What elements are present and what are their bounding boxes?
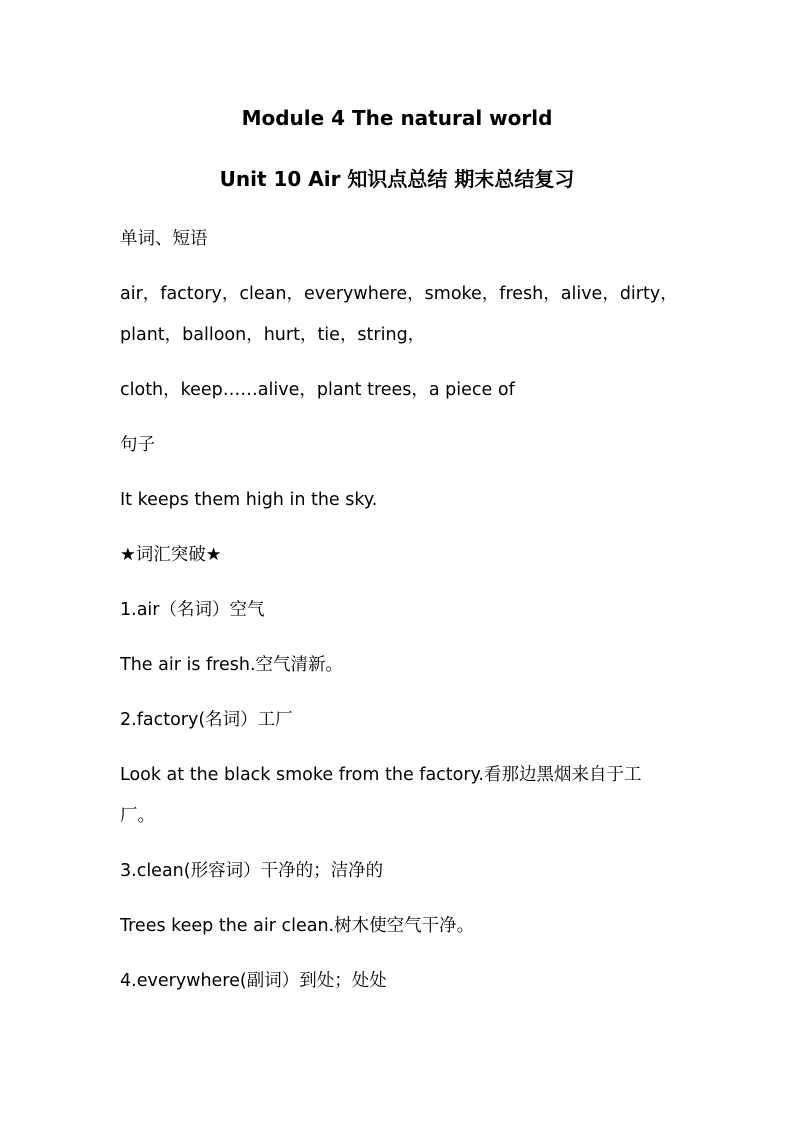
example-sentence: Look at the black smoke from the factory.看那边黑烟来自于工 — [120, 765, 642, 785]
vocab-entry: 4.everywhere(副词）到处；处处 — [120, 971, 387, 991]
word-list-line: cloth，keep……alive，plant trees，a piece of — [120, 380, 515, 400]
example-sentence-continuation: 厂。 — [120, 806, 155, 826]
section-heading-vocabulary: 单词、短语 — [120, 229, 208, 249]
example-sentence: The air is fresh.空气清新。 — [120, 655, 344, 675]
document-subtitle: Unit 10 Air 知识点总结 期末总结复习 — [219, 167, 575, 191]
sentence-line: It keeps them high in the sky. — [120, 490, 378, 510]
document-title: Module 4 The natural world — [241, 106, 553, 130]
vocab-entry: 2.factory(名词）工厂 — [120, 710, 293, 730]
vocab-entry: 1.air（名词）空气 — [120, 600, 265, 620]
section-heading-vocab-breakthrough: ★词汇突破★ — [120, 545, 222, 565]
section-heading-sentences: 句子 — [120, 435, 155, 455]
word-list-line: plant，balloon，hurt，tie，string， — [120, 325, 426, 345]
vocab-entry: 3.clean(形容词）干净的；洁净的 — [120, 861, 384, 881]
word-list-line: air，factory，clean，everywhere，smoke，fresh，alive，dirty， — [120, 284, 678, 304]
example-sentence: Trees keep the air clean.树木使空气干净。 — [120, 916, 475, 936]
